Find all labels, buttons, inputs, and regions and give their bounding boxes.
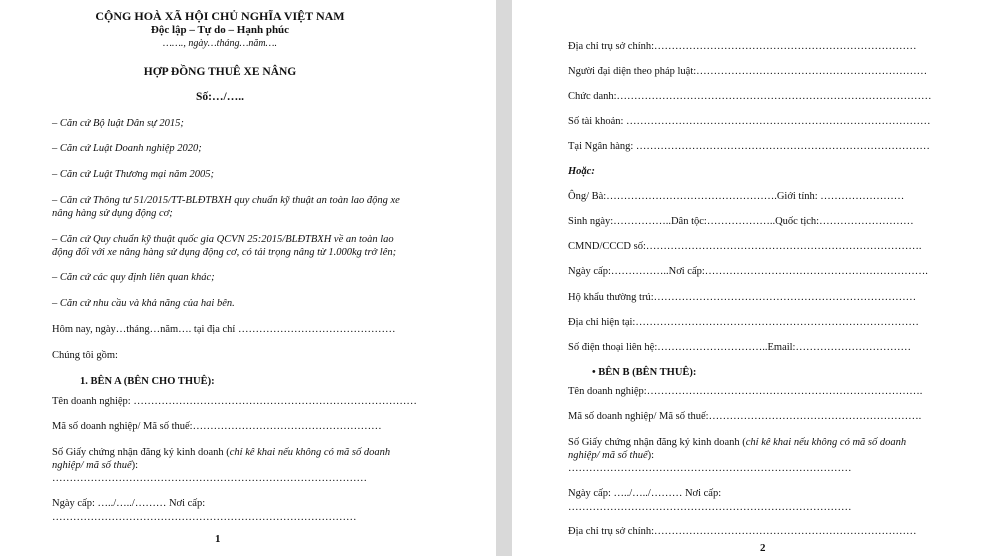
license-note: nghiệp/ mã số thuế xyxy=(52,460,132,471)
license-note: chỉ kê khai nếu không có mã số doanh xyxy=(745,437,907,448)
license-field xyxy=(568,436,906,449)
account-field: Số tài khoản: …………………………………………………………………………… xyxy=(568,116,931,127)
tax-code-field: Mã số doanh nghiệp/ Mã số thuế:……………………………………………… xyxy=(52,421,382,432)
license-label: Số Giấy chứng nhận đăng ký kinh doanh ( xyxy=(568,437,746,448)
address-field: Địa chỉ trụ sở chính:………………………………………………………………… xyxy=(568,526,917,537)
issue-line: Ngày cấp: …../…../……… Nơi cấp: xyxy=(52,498,206,509)
basis-item: – Căn cứ nhu cầu và khả năng của hai bên. xyxy=(52,298,235,309)
or-label: Hoặc: xyxy=(568,166,595,177)
tax-code-field: Mã số doanh nghiệp/ Mã số thuế:……………………………………………………. xyxy=(568,411,922,422)
license-dots: ……………………………………………………………………… xyxy=(568,463,852,474)
party-a-heading: 1. BÊN A (BÊN CHO THUÊ): xyxy=(80,376,215,387)
page-number: 2 xyxy=(760,542,766,554)
basis-item: – Căn cứ Luật Thương mại năm 2005; xyxy=(52,169,215,180)
document-page-1 xyxy=(0,0,496,556)
basis-item: – Căn cứ Bộ luật Dân sự 2015; xyxy=(52,118,184,129)
person-field: Địa chỉ hiện tại:……………………………………………………………………… xyxy=(568,317,919,328)
license-note: nghiệp/ mã số thuế xyxy=(568,450,648,461)
contract-title: HỢP ĐỒNG THUÊ XE NÂNG xyxy=(143,66,297,78)
party-b-heading: • BÊN B (BÊN THUÊ): xyxy=(592,367,697,378)
basis-item: – Căn cứ các quy định liên quan khác; xyxy=(52,272,215,283)
address-field: Địa chỉ trụ sở chính:………………………………………………………………… xyxy=(568,41,917,52)
company-name-field: Tên doanh nghiệp: ……………………………………………………………………… xyxy=(52,396,417,407)
today-line: Hôm nay, ngày…tháng…năm…. tại địa chỉ ……………………………………… xyxy=(52,324,396,335)
legal-rep-field: Người đại diện theo pháp luật:………………………………………………………… xyxy=(568,66,928,77)
basis-item: – Căn cứ Luật Doanh nghiệp 2020; xyxy=(52,143,202,154)
license-field xyxy=(52,446,390,459)
position-field: Chức danh:……………………………………………………………………………… xyxy=(568,91,932,102)
date-line: ……., ngày…tháng…năm…. xyxy=(163,38,277,49)
person-field: Sinh ngày:……………..Dân tộc:………………..Quốc tịch:……………………… xyxy=(568,216,914,227)
document-page-2 xyxy=(512,0,1000,556)
contract-number: Số:…/….. xyxy=(196,91,244,103)
basis-item: – Căn cứ Thông tư 51/2015/TT-BLĐTBXH quy chuẩn kỹ thuật an toàn lao động xe xyxy=(52,195,400,206)
issue-dots: ……………………………………………………………………… xyxy=(568,502,852,513)
license-note: chỉ kê khai nếu không có mã số doanh xyxy=(229,447,391,458)
company-name-field: Tên doanh nghiệp:……………………………………………………………………. xyxy=(568,386,923,397)
issue-line: Ngày cấp: …../…../……… Nơi cấp: xyxy=(568,488,722,499)
license-label: Số Giấy chứng nhận đăng ký kinh doanh ( xyxy=(52,447,230,458)
license-field-cont xyxy=(52,459,138,472)
person-field: Ông/ Bà:………………………………………….Giới tính: …………………… xyxy=(568,191,905,202)
basis-item: động đối với xe nâng hàng sử dụng động cơ, có tải trọng nâng từ 1.000kg trở lên; xyxy=(52,247,397,258)
we-include: Chúng tôi gồm: xyxy=(52,350,118,361)
license-dots: ……………………………………………………………………………… xyxy=(52,473,367,484)
license-field-cont xyxy=(568,449,654,462)
motto: Độc lập – Tự do – Hạnh phúc xyxy=(150,24,290,36)
national-title: CỘNG HOÀ XÃ HỘI CHỦ NGHĨA VIỆT NAM xyxy=(95,9,345,23)
basis-item: nâng hàng sử dụng động cơ; xyxy=(52,208,173,219)
license-end: ): xyxy=(131,460,139,471)
person-field: CMND/CCCD số:……………………………………………………………………. xyxy=(568,241,922,252)
bank-field: Tại Ngân hàng: ………………………………………………………………………… xyxy=(568,141,930,152)
person-field: Hộ khẩu thường trú:………………………………………………………………… xyxy=(568,292,917,303)
issue-dots: …………………………………………………………………………… xyxy=(52,512,357,523)
page-number: 1 xyxy=(215,533,221,545)
person-field: Số điện thoại liên hệ:…………………………..Email:…………………………… xyxy=(568,342,911,353)
basis-item: – Căn cứ Quy chuẩn kỹ thuật quốc gia QCVN 25:2015/BLĐTBXH về an toàn lao xyxy=(52,234,394,245)
license-end: ): xyxy=(647,450,655,461)
person-field: Ngày cấp:……………..Nơi cấp:………………………………………………………. xyxy=(568,266,928,277)
